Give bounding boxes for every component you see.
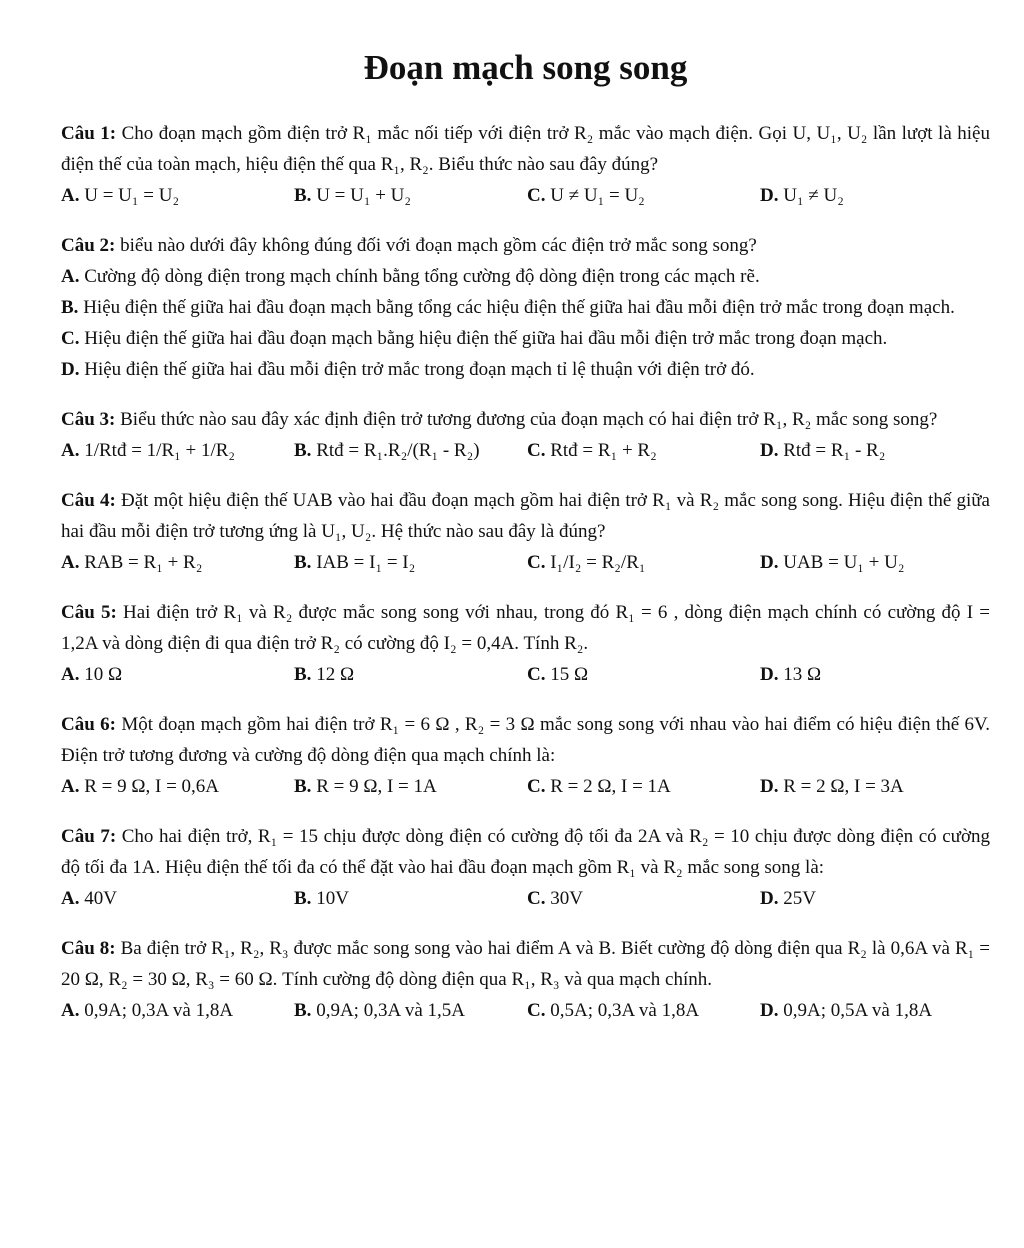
option-a xyxy=(61,995,294,1026)
option-b xyxy=(294,883,527,914)
option-letter: D. xyxy=(760,664,779,685)
option-text: 13 Ω xyxy=(778,664,822,685)
option-letter: D. xyxy=(760,776,779,797)
option-c xyxy=(61,323,990,354)
option-letter: B. xyxy=(61,297,79,318)
option-text: U₁ ≠ U₂ xyxy=(778,185,844,206)
option-b xyxy=(294,771,527,802)
option-text: 40V xyxy=(79,888,117,909)
option-c xyxy=(527,659,760,690)
option-d xyxy=(760,180,990,211)
option-text: U = U₁ = U₂ xyxy=(79,185,180,206)
option-letter: C. xyxy=(527,1000,546,1021)
question-6 xyxy=(61,709,990,802)
options-row xyxy=(61,995,990,1026)
page-title: Đoạn mạch song song xyxy=(363,48,688,87)
option-letter: B. xyxy=(294,776,312,797)
option-text: IAB = I₁ = I₂ xyxy=(311,552,416,573)
option-letter: D. xyxy=(760,185,779,206)
option-letter: C. xyxy=(527,888,546,909)
option-letter: A. xyxy=(61,552,80,573)
question-stem xyxy=(61,404,990,435)
question-label: Câu 7: xyxy=(61,826,117,847)
option-letter: D. xyxy=(61,359,80,380)
question-1 xyxy=(61,118,990,211)
option-letter: B. xyxy=(294,552,312,573)
option-a xyxy=(61,659,294,690)
option-c xyxy=(527,995,760,1026)
option-b xyxy=(294,659,527,690)
options-row xyxy=(61,547,990,578)
options-row xyxy=(61,180,990,211)
option-b xyxy=(61,292,990,323)
option-c xyxy=(527,547,760,578)
question-label: Câu 4: xyxy=(61,490,116,511)
option-letter: A. xyxy=(61,440,80,461)
option-letter: B. xyxy=(294,1000,312,1021)
question-label: Câu 1: xyxy=(61,123,117,144)
option-text: R = 2 Ω, I = 1A xyxy=(545,776,671,797)
question-2 xyxy=(61,230,990,385)
question-text: Hai điện trở R₁ và R₂ được mắc song song với nhau, trong đó R₁ = 6 , dòng điện mạch chính có cường độ I = 1,2A và dòng điện đi qua điện trở R₂ có cường độ I₂ = 0,4A. Tính R₂. xyxy=(61,602,990,654)
option-text: Hiệu điện thế giữa hai đầu đoạn mạch bằng hiệu điện thế giữa hai đầu mỗi điện trở mắc trong đoạn mạch. xyxy=(79,328,888,349)
options-row xyxy=(61,771,990,802)
option-d xyxy=(760,771,990,802)
option-letter: C. xyxy=(527,664,546,685)
option-c xyxy=(527,771,760,802)
question-stem xyxy=(61,230,990,261)
option-letter: C. xyxy=(527,440,546,461)
option-letter: C. xyxy=(527,776,546,797)
option-letter: D. xyxy=(760,552,779,573)
options-row xyxy=(61,659,990,690)
option-d xyxy=(760,435,990,466)
option-a xyxy=(61,180,294,211)
option-text: Hiệu điện thế giữa hai đầu đoạn mạch bằng tổng các hiệu điện thế giữa hai đầu mỗi điện trở mắc trong đoạn mạch. xyxy=(78,297,955,318)
option-text: 1/Rtđ = 1/R₁ + 1/R₂ xyxy=(79,440,236,461)
option-text: I₁/I₂ = R₂/R₁ xyxy=(545,552,646,573)
option-letter: B. xyxy=(294,664,312,685)
option-a xyxy=(61,435,294,466)
option-letter: A. xyxy=(61,266,80,287)
question-text: Biểu thức nào sau đây xác định điện trở tương đương của đoạn mạch có hai điện trở R₁, R₂ mắc song song? xyxy=(115,409,938,430)
option-a xyxy=(61,547,294,578)
option-text: 25V xyxy=(778,888,816,909)
option-letter: A. xyxy=(61,664,80,685)
option-text: 12 Ω xyxy=(311,664,355,685)
option-text: Hiệu điện thế giữa hai đầu mỗi điện trở mắc trong đoạn mạch tỉ lệ thuận với điện trở đó. xyxy=(79,359,755,380)
option-c xyxy=(527,883,760,914)
option-text: RAB = R₁ + R₂ xyxy=(79,552,203,573)
option-text: U = U₁ + U₂ xyxy=(311,185,412,206)
option-text: 10V xyxy=(311,888,349,909)
question-7 xyxy=(61,821,990,914)
option-c xyxy=(527,180,760,211)
question-8 xyxy=(61,933,990,1026)
question-stem xyxy=(61,485,990,547)
option-text: 30V xyxy=(545,888,583,909)
option-text: 10 Ω xyxy=(79,664,123,685)
option-a xyxy=(61,261,990,292)
question-stem xyxy=(61,597,990,659)
option-text: U ≠ U₁ = U₂ xyxy=(545,185,645,206)
option-letter: A. xyxy=(61,1000,80,1021)
option-text: R = 9 Ω, I = 1A xyxy=(311,776,437,797)
question-label: Câu 5: xyxy=(61,602,117,623)
option-d xyxy=(61,354,990,385)
question-text: biểu nào dưới đây không đúng đối với đoạn mạch gồm các điện trở mắc song song? xyxy=(115,235,757,256)
question-label: Câu 2: xyxy=(61,235,116,256)
option-text: Rtđ = R₁ - R₂ xyxy=(778,440,886,461)
option-b xyxy=(294,435,527,466)
question-text: Cho hai điện trở, R₁ = 15 chịu được dòng điện có cường độ tối đa 2A và R₂ = 10 chịu được dòng điện có cường độ tối đa 1A. Hiệu điện thế tối đa có thể đặt vào hai đầu đoạn mạch gồm R₁ và R₂ mắc song song là: xyxy=(61,826,990,878)
question-label: Câu 6: xyxy=(61,714,116,735)
option-c xyxy=(527,435,760,466)
option-text: R = 2 Ω, I = 3A xyxy=(778,776,904,797)
option-letter: D. xyxy=(760,440,779,461)
option-letter: C. xyxy=(527,185,546,206)
question-label: Câu 3: xyxy=(61,409,116,430)
option-a xyxy=(61,771,294,802)
option-letter: A. xyxy=(61,776,80,797)
option-d xyxy=(760,883,990,914)
option-letter: D. xyxy=(760,1000,779,1021)
option-b xyxy=(294,995,527,1026)
option-letter: A. xyxy=(61,185,80,206)
option-letter: C. xyxy=(61,328,80,349)
question-stem xyxy=(61,821,990,883)
question-text: Một đoạn mạch gồm hai điện trở R₁ = 6 Ω , R₂ = 3 Ω mắc song song với nhau vào hai điểm có hiệu điện thế 6V. Điện trở tương đương và cường độ dòng điện qua mạch chính là: xyxy=(61,714,990,766)
option-letter: D. xyxy=(760,888,779,909)
question-3 xyxy=(61,404,990,466)
question-4 xyxy=(61,485,990,578)
option-text: 0,5A; 0,3A và 1,8A xyxy=(545,1000,700,1021)
option-letter: A. xyxy=(61,888,80,909)
option-text: 0,9A; 0,3A và 1,8A xyxy=(79,1000,234,1021)
option-text: Rtđ = R₁.R₂/(R₁ - R₂) xyxy=(311,440,480,461)
option-text: R = 9 Ω, I = 0,6A xyxy=(79,776,220,797)
option-letter: C. xyxy=(527,552,546,573)
option-letter: B. xyxy=(294,440,312,461)
option-text: 0,9A; 0,5A và 1,8A xyxy=(778,1000,933,1021)
option-text: 15 Ω xyxy=(545,664,589,685)
question-text: Cho đoạn mạch gồm điện trở R₁ mắc nối tiếp với điện trở R₂ mắc vào mạch điện. Gọi U, U₁, U₂ lần lượt là hiệu điện thế của toàn mạch, hiệu điện thế qua R₁, R₂. Biểu thức nào sau đây đúng? xyxy=(61,123,990,175)
question-text: Đặt một hiệu điện thế UAB vào hai đầu đoạn mạch gồm hai điện trở R₁ và R₂ mắc song song. Hiệu điện thế giữa hai đầu mỗi điện trở tương ứng là U₁, U₂. Hệ thức nào sau đây là đúng? xyxy=(61,490,990,542)
option-letter: B. xyxy=(294,888,312,909)
option-d xyxy=(760,547,990,578)
options-row xyxy=(61,883,990,914)
question-stem xyxy=(61,118,990,180)
option-a xyxy=(61,883,294,914)
question-label: Câu 8: xyxy=(61,938,116,959)
options-row xyxy=(61,435,990,466)
question-stem xyxy=(61,709,990,771)
option-b xyxy=(294,180,527,211)
option-d xyxy=(760,995,990,1026)
option-d xyxy=(760,659,990,690)
question-text: Ba điện trở R₁, R₂, R₃ được mắc song song vào hai điểm A và B. Biết cường độ dòng điện qua R₂ là 0,6A và R₁ = 20 Ω, R₂ = 30 Ω, R₃ = 60 Ω. Tính cường độ dòng điện qua R₁, R₃ và qua mạch chính. xyxy=(61,938,990,990)
option-text: Rtđ = R₁ + R₂ xyxy=(545,440,657,461)
option-text: Cường độ dòng điện trong mạch chính bằng tổng cường độ dòng điện trong các mạch rẽ. xyxy=(79,266,760,287)
option-text: 0,9A; 0,3A và 1,5A xyxy=(311,1000,466,1021)
option-text: UAB = U₁ + U₂ xyxy=(778,552,905,573)
option-b xyxy=(294,547,527,578)
question-5 xyxy=(61,597,990,690)
question-stem xyxy=(61,933,990,995)
option-letter: B. xyxy=(294,185,312,206)
